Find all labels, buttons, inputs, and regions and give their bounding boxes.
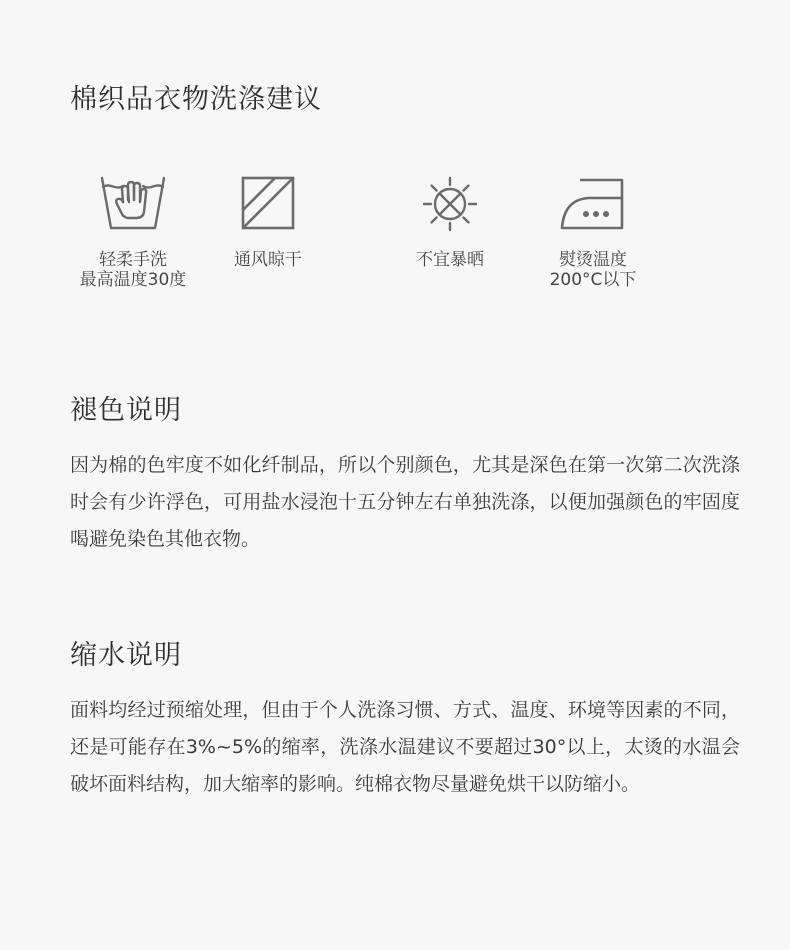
care-item-handwash	[58, 172, 208, 290]
care-label-line1: 熨烫温度	[559, 250, 627, 270]
wash-section-title: 棉织品衣物洗涤建议	[70, 84, 322, 115]
care-label-shade-dry	[193, 250, 343, 270]
care-label-no-sun	[375, 250, 525, 270]
care-label-line1: 不宜暴晒	[416, 250, 484, 270]
care-label-handwash	[58, 250, 208, 290]
care-item-iron	[518, 172, 668, 290]
shade-dry-icon	[233, 172, 303, 236]
care-icons-row	[58, 172, 738, 302]
care-label-iron	[518, 250, 668, 290]
no-sun-icon	[415, 172, 485, 236]
care-label-line2: 200°C以下	[549, 270, 637, 290]
fade-section-title: 褪色说明	[70, 395, 182, 426]
shrink-section-body: 面料均经过预缩处理，但由于个人洗涤习惯、方式、温度、环境等因素的不同，还是可能存在3%~5%的缩率，洗涤水温建议不要超过30°以上，太烫的水温会破坏面料结构，加大缩率的影响。纯棉衣物尽量避免烘干以防缩小。	[70, 699, 740, 795]
care-label-line1: 通风晾干	[234, 250, 302, 270]
care-item-no-sun	[375, 172, 525, 270]
care-item-shade-dry	[193, 172, 343, 270]
fade-section-body: 因为棉的色牢度不如化纤制品，所以个别颜色，尤其是深色在第一次第二次洗涤时会有少许浮色，可用盐水浸泡十五分钟左右单独洗涤，以便加强颜色的牢固度喝避免染色其他衣物。	[70, 454, 740, 550]
care-label-line2: 最高温度30度	[79, 270, 187, 290]
iron-icon	[558, 172, 628, 236]
handwash-icon	[98, 172, 168, 236]
shrink-section-title: 缩水说明	[70, 640, 182, 671]
care-label-line1: 轻柔手洗	[99, 250, 167, 270]
